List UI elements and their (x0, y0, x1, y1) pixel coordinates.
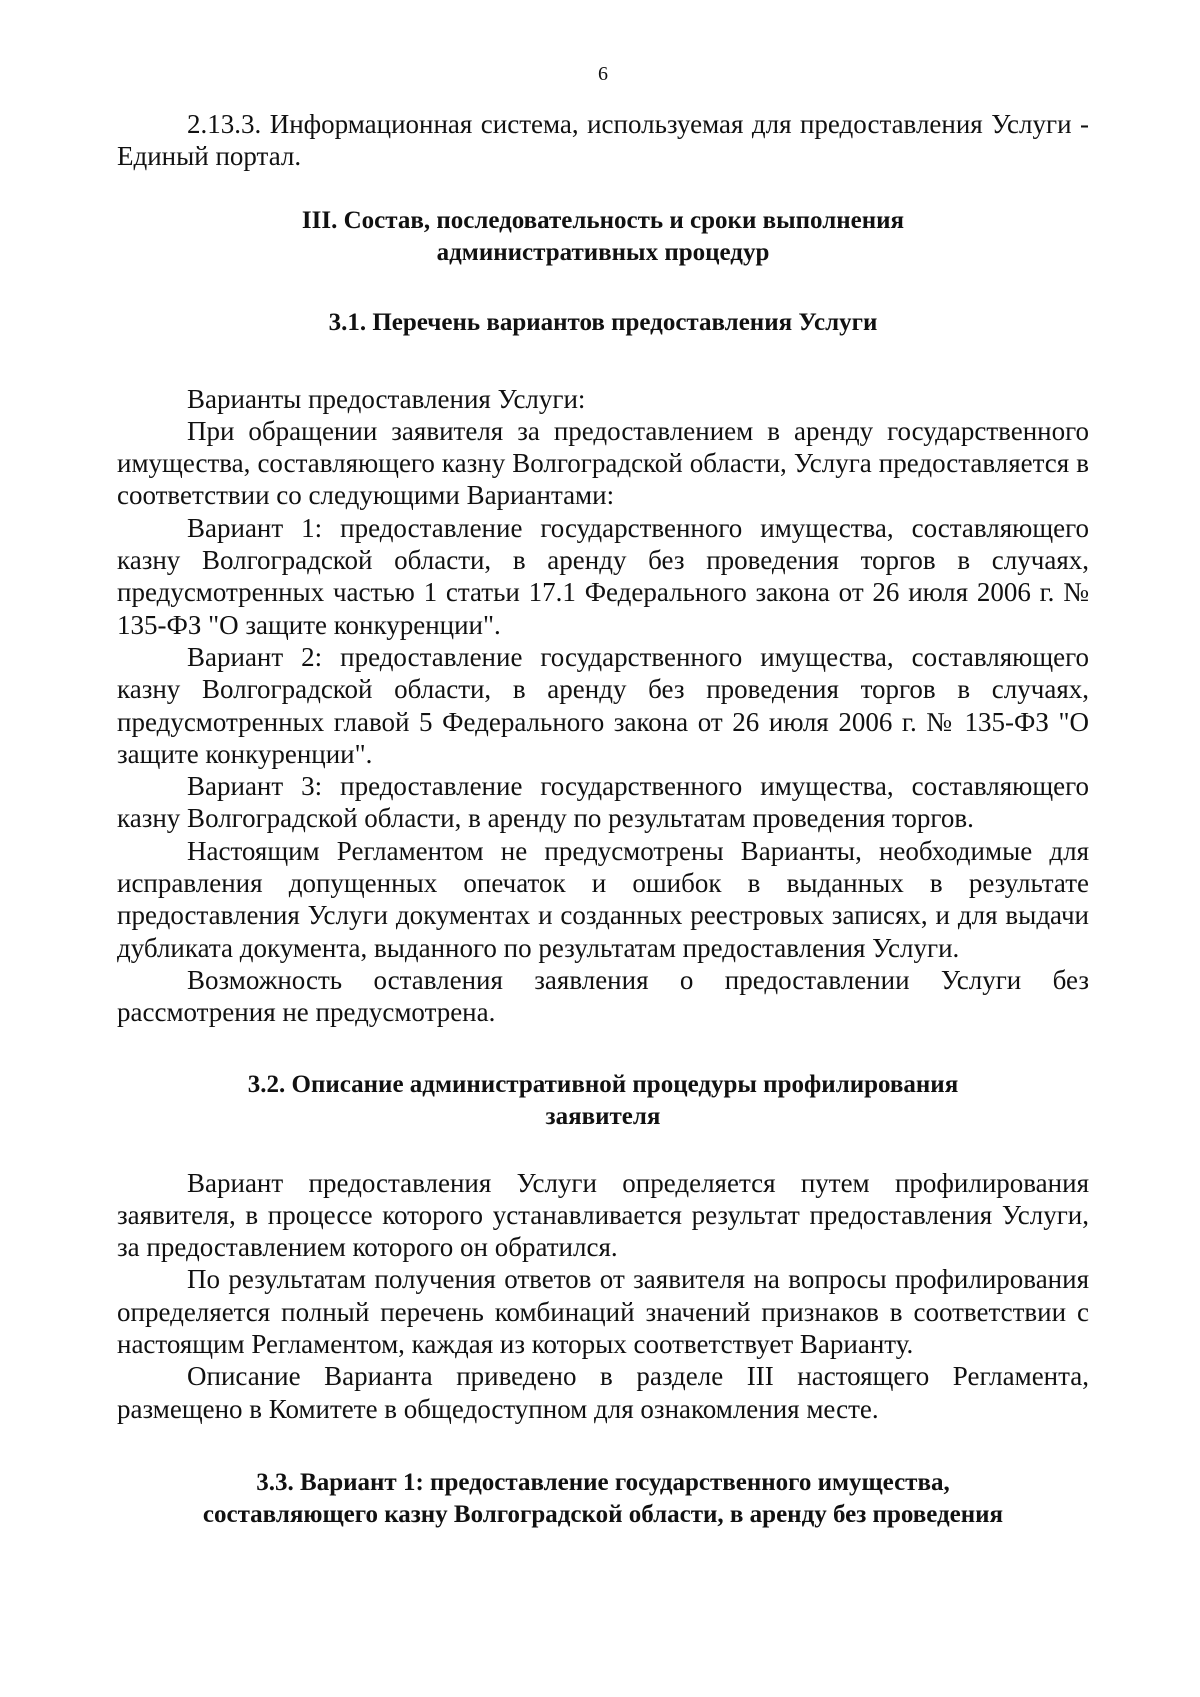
paragraph: Настоящим Регламентом не предусмотрены Варианты, необходимые для исправления допущенных опечаток и ошибок в выданных в результате предоставления Услуги документах и созданных реестровых записях, и для выдачи дубликата документа, выданного по результатам предоставления Услуги. (117, 835, 1089, 963)
heading-line: III. Состав, последовательность и сроки выполнения (301, 206, 905, 234)
paragraph: По результатам получения ответов от заявителя на вопросы профилирования определяется полный перечень комбинаций значений признаков в соответствии с настоящим Регламентом, каждая из которых соответствует Варианту. (117, 1264, 1089, 1360)
spacer (117, 1133, 1089, 1167)
paragraph: Описание Варианта приведено в разделе III настоящего Регламента, размещено в Комитете в общедоступном для ознакомления месте. (117, 1361, 1089, 1424)
paragraph: Возможность оставления заявления о предоставлении Услуги без рассмотрения не предусмотрена. (117, 964, 1089, 1028)
paragraph-variant-2: Вариант 2: предоставление государственного имущества, составляющего казну Волгоградской области, в аренду без проведения торгов в случаях, предусмотренных главой 5 Федерального закона от 26 июля 2006 г. № 135-ФЗ "О защите конкуренции". (117, 641, 1089, 769)
subsection-heading-3-3 (117, 1467, 1089, 1531)
subsection-heading-3-1 (117, 307, 1089, 339)
heading-line: составляющего казну Волгоградской области, в аренду без проведения (202, 1500, 1004, 1528)
heading-line: 3.1. Перечень вариантов предоставления Услуги (328, 308, 878, 336)
heading-line: 3.2. Описание административной процедуры профилирования (247, 1070, 959, 1098)
paragraph-variant-1: Вариант 1: предоставление государственного имущества, составляющего казну Волгоградской области, в аренду без проведения торгов в случаях, предусмотренных частью 1 статьи 17.1 Федерального закона от 26 июля 2006 г. № 135-ФЗ "О защите конкуренции". (117, 512, 1089, 640)
subsection-heading-3-2 (117, 1069, 1089, 1133)
spacer (117, 1029, 1089, 1069)
heading-line: 3.3. Вариант 1: предоставление государственного имущества, (256, 1468, 950, 1496)
paragraph: При обращении заявителя за предоставлением в аренду государственного имущества, составляющего казну Волгоградской области, Услуга предоставляется в соответствии со следующими Вариантами: (117, 415, 1089, 511)
paragraph: Варианты предоставления Услуги: (187, 383, 586, 414)
spacer (117, 1425, 1089, 1467)
heading-line: административных процедур (436, 238, 770, 266)
page-number: 6 (598, 63, 608, 85)
paragraph-variant-3: Вариант 3: предоставление государственного имущества, составляющего казну Волгоградской области, в аренду по результатам проведения торгов. (117, 771, 1089, 834)
spacer (117, 269, 1089, 307)
spacer (117, 173, 1089, 205)
heading-line: заявителя (545, 1102, 661, 1130)
page-content (117, 60, 1089, 1531)
paragraph: Вариант предоставления Услуги определяется путем профилирования заявителя, в процессе которого устанавливается результат предоставления Услуги, за предоставлением которого он обратился. (117, 1167, 1089, 1263)
spacer (117, 339, 1089, 383)
section-heading-iii (117, 205, 1089, 269)
paragraph-2-13-3: 2.13.3. Информационная система, используемая для предоставления Услуги - Единый портал. (117, 109, 1089, 172)
